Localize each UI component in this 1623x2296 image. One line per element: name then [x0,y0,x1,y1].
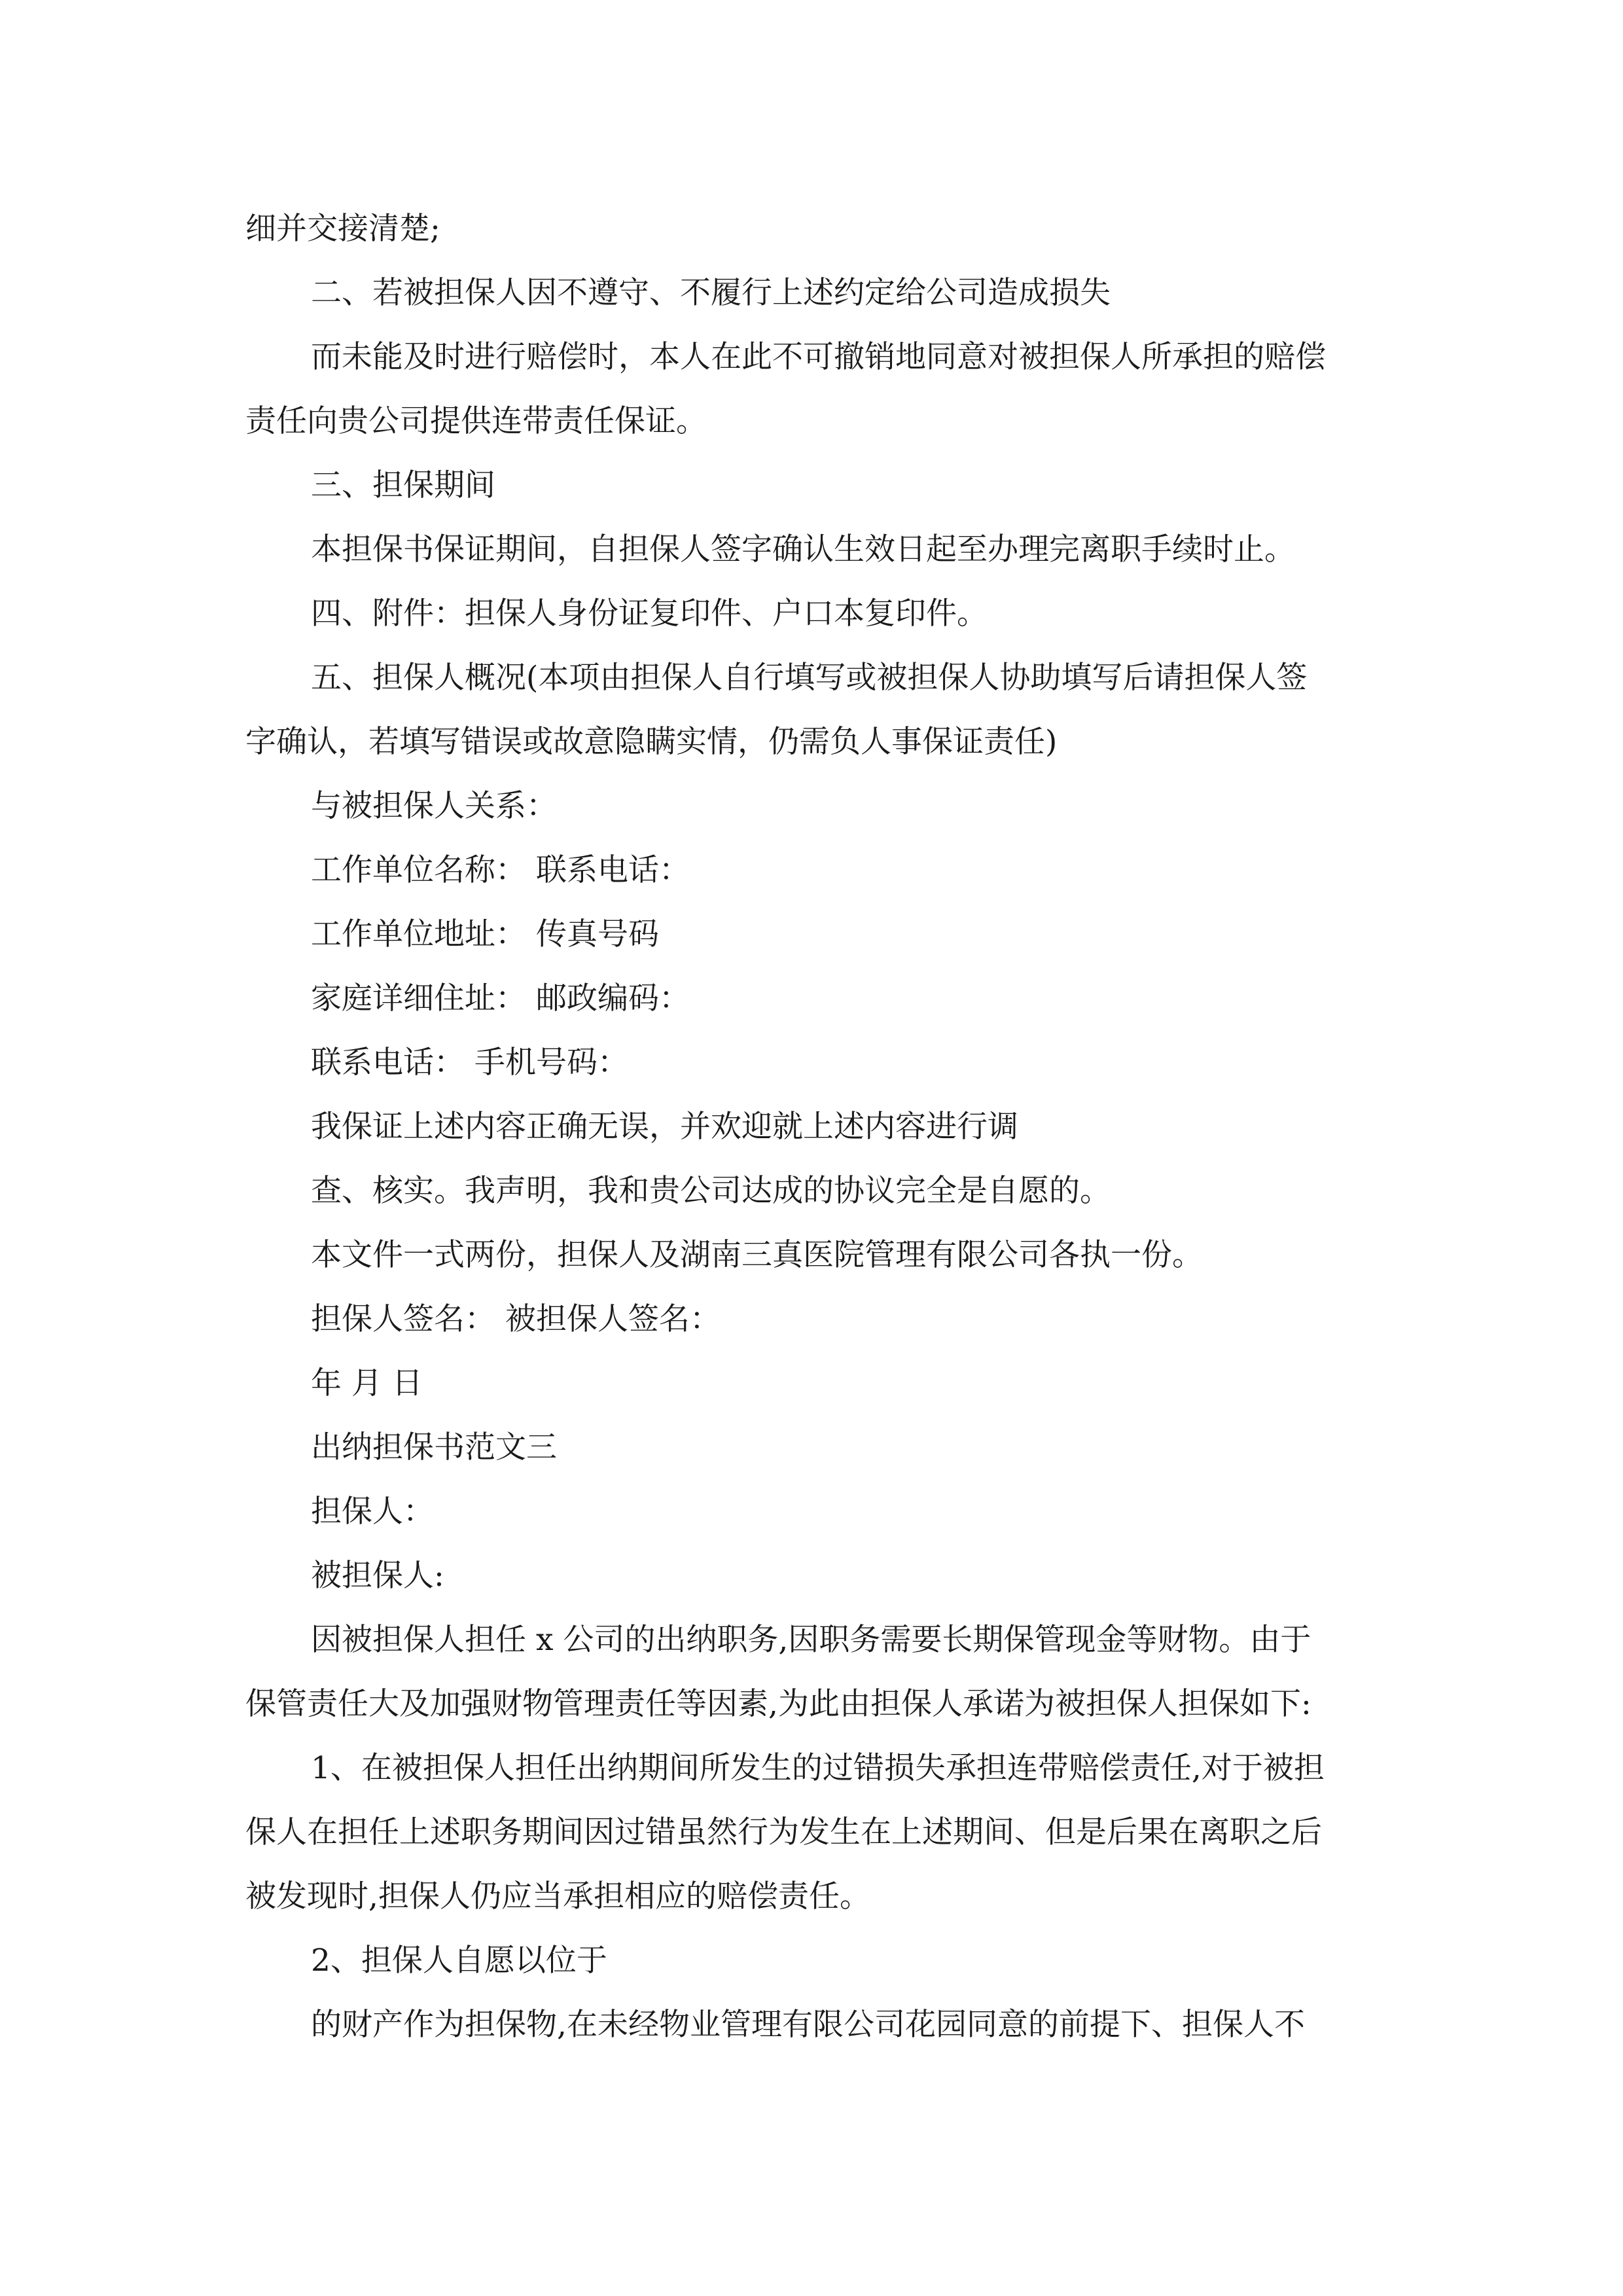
form-field-label: 工作单位名称： 联系电话： [311,852,690,888]
text-line: 本担保书保证期间，自担保人签字确认生效日起至办理完离职手续时止。 [311,531,1295,567]
text-line: 责任向贵公司提供连带责任保证。 [245,403,707,439]
text-line: 细并交接清楚; [245,211,440,247]
text-line: 五、担保人概况(本项由担保人自行填写或被担保人协助填写后请担保人签 [311,660,1308,696]
text-line: 被发现时,担保人仍应当承担相应的赔偿责任。 [245,1878,870,1914]
form-field-label: 担保人： [311,1494,434,1530]
form-field-label: 联系电话： 手机号码： [311,1045,628,1081]
form-field-label: 被担保人: [311,1558,444,1594]
text-line: 而未能及时进行赔偿时，本人在此不可撤销地同意对被担保人所承担的赔偿 [311,339,1326,375]
text-line: 本文件一式两份，担保人及湖南三真医院管理有限公司各执一份。 [311,1237,1203,1273]
text-line: 保管责任大及加强财物管理责任等因素,为此由担保人承诺为被担保人担保如下: [245,1686,1311,1722]
text-line: 字确认，若填写错误或故意隐瞒实情，仍需负人事保证责任) [245,724,1058,760]
section-heading: 三、担保期间 [311,467,495,503]
signature-line: 担保人签名： 被担保人签名： [311,1301,721,1337]
text-line: 我保证上述内容正确无误，并欢迎就上述内容进行调 [311,1109,1018,1145]
text-line: 的财产作为担保物,在未经物业管理有限公司花园同意的前提下、担保人不 [311,2007,1305,2043]
text-line: 四、附件：担保人身份证复印件、户口本复印件。 [311,596,988,632]
text-line: 1、在被担保人担任出纳期间所发生的过错损失承担连带赔偿责任,对于被担 [311,1750,1325,1786]
text-line: 2、担保人自愿以位于 [311,1943,607,1979]
text-line: 因被担保人担任 x 公司的出纳职务,因职务需要长期保管现金等财物。由于 [311,1622,1311,1658]
text-line: 查、核实。我声明，我和贵公司达成的协议完全是自愿的。 [311,1173,1111,1209]
date-line: 年 月 日 [311,1365,423,1401]
form-field-label: 工作单位地址： 传真号码 [311,916,659,952]
form-field-label: 与被担保人关系： [311,788,557,824]
text-line: 保人在担任上述职务期间因过错虽然行为发生在上述期间、但是后果在离职之后 [245,1814,1322,1850]
text-line: 二、若被担保人因不遵守、不履行上述约定给公司造成损失 [311,275,1111,311]
section-title: 出纳担保书范文三 [311,1429,557,1465]
form-field-label: 家庭详细住址： 邮政编码： [311,980,690,1016]
